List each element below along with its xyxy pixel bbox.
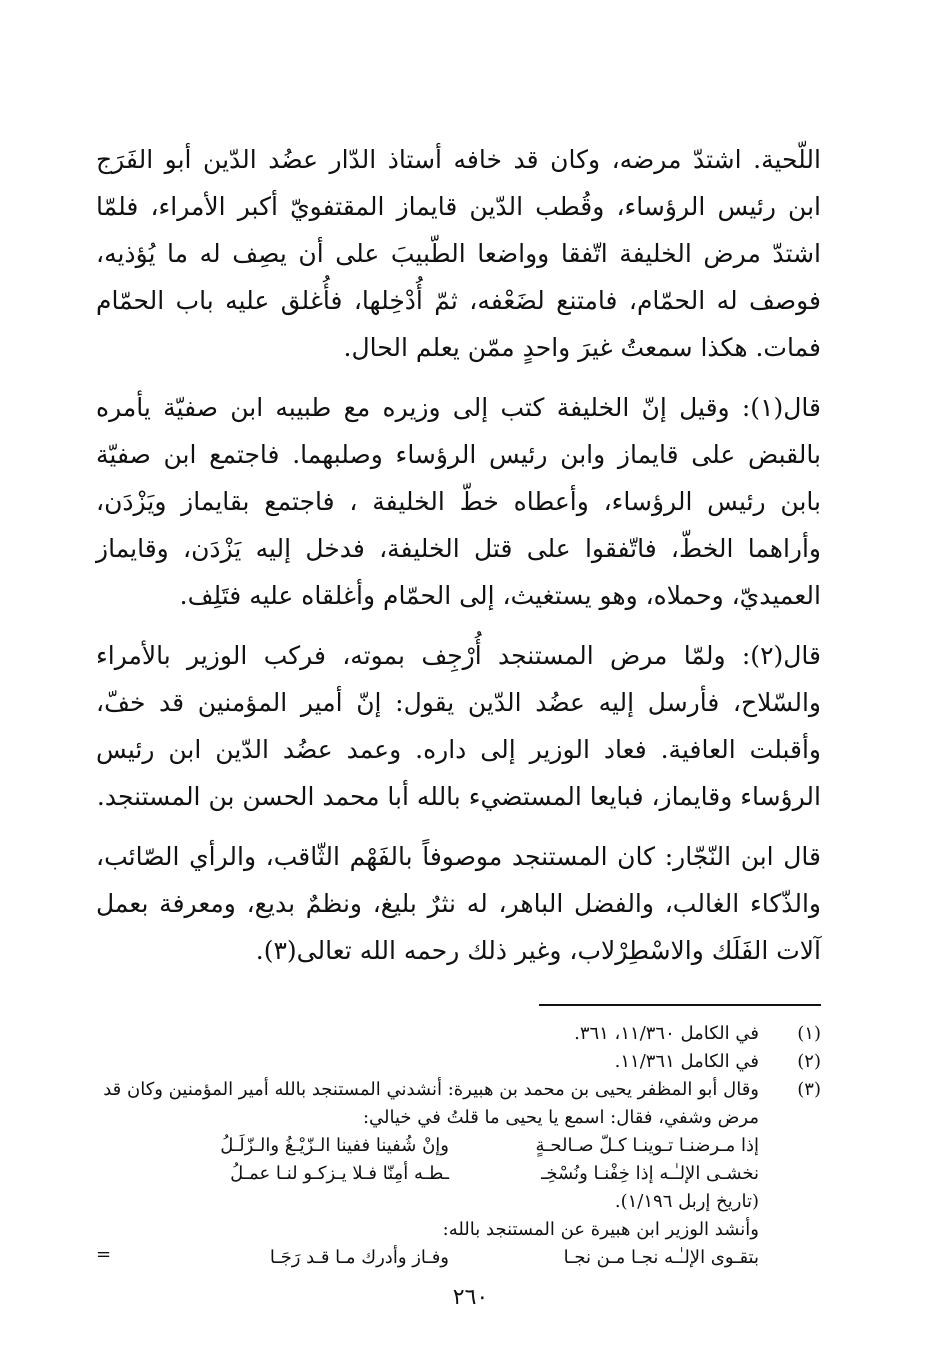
- verse-first-half: بتقـوى الإلـٰـه نجـا مـن نجـا: [563, 1247, 759, 1268]
- footnotes: [96, 1020, 821, 1272]
- footnote-text: وقال أبو المظفر يحيى بن محمد بن هبيرة: أنشدني المستنجد بالله أمير المؤمنين وكان قد مرض وشفي، فقال: اسمع يا يحيى ما قلتُ في خيالي:: [103, 1079, 759, 1128]
- footnote-2: [96, 1048, 821, 1076]
- paragraph-4: قال ابن النّجّار: كان المستنجد موصوفاً بالفَهْم الثّاقب، والرأي الصّائب، والذّكاء الغالب، والفضل الباهر، له نثرٌ بليغ، ونظمٌ بديع، ومعرفة بعمل آلات الفَلَك والاسْطِرْلاب، وغير ذلك رحمه الله تعالى(٣).: [96, 842, 821, 965]
- footnote-text: في الكامل ١١/٣٦١.: [614, 1051, 759, 1072]
- poem-verse: [96, 1244, 821, 1272]
- main-text: [96, 136, 821, 974]
- verse-second-half: وإنْ شُفينا ففينا الـزّيْـغُ والـزّلَـلُ: [220, 1135, 449, 1156]
- verse-intro-text: وأنشد الوزير ابن هبيرة عن المستنجد بالله:: [442, 1219, 759, 1240]
- footnote-1: [96, 1020, 821, 1048]
- verse-second-half: وفـاز وأدرك مـا قـد رَجَـا: [269, 1247, 449, 1268]
- footnote-number: (٢): [797, 1051, 821, 1072]
- verse-intro: [96, 1216, 821, 1244]
- paragraph-2: قال(١): وقيل إنّ الخليفة كتب إلى وزيره مع طبيبه ابن صفيّة يأمره بالقبض على قايماز وابن رئيس الرؤساء وصلبهما. فاجتمع ابن صفيّة بابن رئيس الرؤساء، وأعطاه خطّ الخليفة ، فاجتمع بقايماز ويَزْدَن، وأراهما الخطّ، فاتّفقوا على قتل الخليفة، فدخل إليه يَزْدَن، وقايماز العميديّ، وحملاه، وهو يستغيث، إلى الحمّام وأغلقاه عليه فتَلِف.: [96, 393, 821, 610]
- verse-first-half: إذا مـرضنـا تـوينـا كـلّ صـالحـةٍ: [535, 1135, 759, 1156]
- source-citation: [96, 1188, 821, 1216]
- poem-verse: [96, 1160, 821, 1188]
- footnote-number: (١): [797, 1023, 821, 1044]
- footnote-number: (٣): [797, 1079, 821, 1100]
- footnote-3: [96, 1076, 821, 1132]
- continuation-mark: =: [96, 1244, 112, 1265]
- poem-verse: [96, 1132, 821, 1160]
- verse-second-half: ـطـه أمِنّا فـلا يـزكـو لنـا عمـلُ: [230, 1163, 449, 1184]
- paragraph-3: قال(٢): ولمّا مرض المستنجد أُرْجِف بموته، فركب الوزير بالأمراء والسّلاح، فأرسل إليه عضُد الدّين يقول: إنّ أمير المؤمنين قد خفّ، وأقبلت العافية. فعاد الوزير إلى داره. وعمد عضُد الدّين ابن رئيس الرؤساء وقايماز، فبايعا المستضيء بالله أبا محمد الحسن بن المستنجد.: [96, 641, 821, 811]
- verse-first-half: نخشـى الإلـٰـه إذا خِفْنـا ونُسْخِـ: [541, 1163, 759, 1184]
- paragraph-1: اللّحية. اشتدّ مرضه، وكان قد خافه أستاذ الدّار عضُد الدّين أبو الفَرَج ابن رئيس الرؤساء، وقُطب الدّين قايماز المقتفويّ أكبر الأمراء، فلمّا اشتدّ مرض الخليفة اتّفقا وواضعا الطّبيبَ على أن يصِف له ما يُؤذيه، فوصف له الحمّام، فامتنع لضَعْفه، ثمّ أُدْخِلها، فأُغلق عليه باب الحمّام فمات. هكذا سمعتُ غيرَ واحدٍ ممّن يعلم الحال.: [96, 145, 821, 362]
- footnote-separator: [539, 1004, 821, 1006]
- page-number: ٢٦٠: [452, 1285, 489, 1310]
- footnote-text: في الكامل ١١/٣٦٠، ٣٦١.: [574, 1023, 759, 1044]
- citation-text: (تاريخ إربل ١/١٩٦).: [614, 1191, 759, 1212]
